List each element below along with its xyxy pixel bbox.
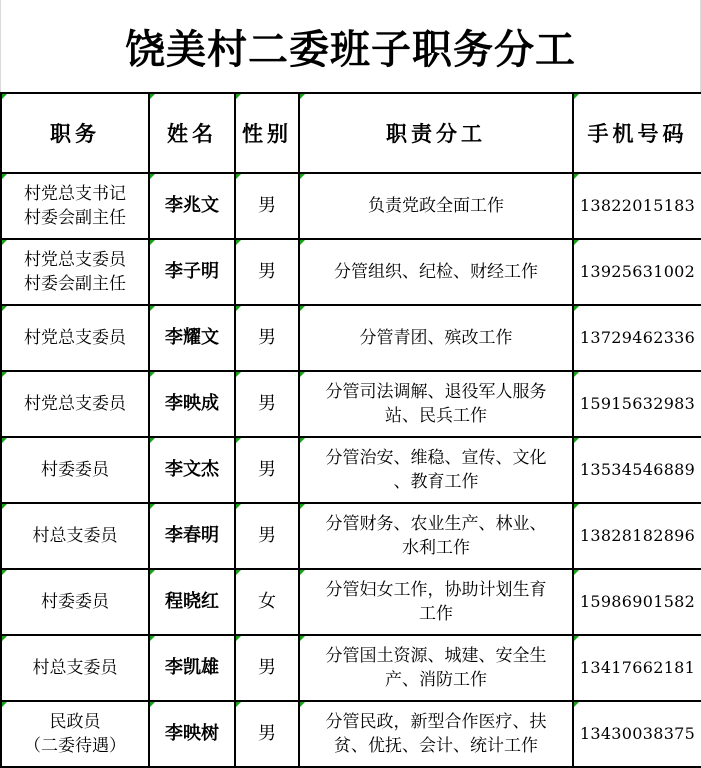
position-cell xyxy=(1,635,149,701)
position-line-1: 村党总支委员 xyxy=(24,394,126,414)
position-cell xyxy=(1,239,149,305)
duties-line-1: 负责党政全面工作 xyxy=(368,196,504,216)
duties-line-2: 产、消防工作 xyxy=(385,670,487,690)
name-cell: 李春明 xyxy=(149,503,235,569)
duties-cell xyxy=(299,503,573,569)
phone-cell: 13925631002 xyxy=(573,239,701,305)
phone-cell: 13828182896 xyxy=(573,503,701,569)
duties-cell xyxy=(299,437,573,503)
gender-cell: 男 xyxy=(235,173,299,239)
duties-line-2: 站、民兵工作 xyxy=(385,406,487,426)
duties-line-1: 分管治安、维稳、宣传、文化 xyxy=(325,448,547,468)
table-row xyxy=(1,635,701,701)
position-line-1: 村总支委员 xyxy=(32,526,118,546)
header-phone: 手机号码 xyxy=(573,93,701,173)
position-line-2: （二委待遇） xyxy=(24,736,126,756)
phone-cell: 15915632983 xyxy=(573,371,701,437)
header-gender: 性别 xyxy=(235,93,299,173)
phone-cell: 13822015183 xyxy=(573,173,701,239)
duty-table xyxy=(0,92,701,768)
name-cell: 李映成 xyxy=(149,371,235,437)
table-row xyxy=(1,305,701,371)
name-cell: 李兆文 xyxy=(149,173,235,239)
duties-cell xyxy=(299,569,573,635)
position-line-1: 村委委员 xyxy=(41,592,109,612)
position-cell xyxy=(1,173,149,239)
position-line-1: 村党总支书记 xyxy=(24,184,126,204)
duties-cell xyxy=(299,635,573,701)
gender-cell: 女 xyxy=(235,569,299,635)
duties-line-1: 分管司法调解、退役军人服务 xyxy=(325,382,547,402)
gender-cell: 男 xyxy=(235,701,299,767)
duties-line-2: 水利工作 xyxy=(402,538,470,558)
duties-line-1: 分管青团、殡改工作 xyxy=(359,328,513,348)
table-row xyxy=(1,503,701,569)
position-line-1: 村党总支委员 xyxy=(24,328,126,348)
gender-cell: 男 xyxy=(235,635,299,701)
table-row xyxy=(1,701,701,767)
duties-line-1: 分管国土资源、城建、安全生 xyxy=(325,646,547,666)
name-cell: 李子明 xyxy=(149,239,235,305)
position-line-2: 村委会副主任 xyxy=(24,274,126,294)
name-cell: 李映树 xyxy=(149,701,235,767)
position-cell xyxy=(1,503,149,569)
name-cell: 李文杰 xyxy=(149,437,235,503)
position-line-1: 村总支委员 xyxy=(32,658,118,678)
table-row xyxy=(1,371,701,437)
position-cell xyxy=(1,371,149,437)
name-cell: 李凯雄 xyxy=(149,635,235,701)
position-cell xyxy=(1,569,149,635)
table-row xyxy=(1,437,701,503)
duties-line-2: 贫、优抚、会计、统计工作 xyxy=(334,736,538,756)
gender-cell: 男 xyxy=(235,305,299,371)
phone-cell: 13534546889 xyxy=(573,437,701,503)
duties-line-1: 分管妇女工作，协助计划生育 xyxy=(325,580,547,600)
duties-line-1: 分管组织、纪检、财经工作 xyxy=(334,262,538,282)
position-line-2: 村委会副主任 xyxy=(24,208,126,228)
gender-cell: 男 xyxy=(235,239,299,305)
duties-line-2: 工作 xyxy=(419,604,453,624)
table-header-row xyxy=(1,93,701,173)
duties-line-1: 分管财务、农业生产、林业、 xyxy=(325,514,547,534)
position-line-1: 村党总支委员 xyxy=(24,250,126,270)
position-line-1: 村委委员 xyxy=(41,460,109,480)
position-cell xyxy=(1,701,149,767)
header-name: 姓名 xyxy=(149,93,235,173)
page-title: 饶美村二委班子职务分工 xyxy=(0,0,701,92)
phone-cell: 13430038375 xyxy=(573,701,701,767)
gender-cell: 男 xyxy=(235,371,299,437)
phone-cell: 13417662181 xyxy=(573,635,701,701)
phone-cell: 15986901582 xyxy=(573,569,701,635)
duties-cell xyxy=(299,173,573,239)
header-duties: 职责分工 xyxy=(299,93,573,173)
phone-cell: 13729462336 xyxy=(573,305,701,371)
table-row xyxy=(1,239,701,305)
gender-cell: 男 xyxy=(235,437,299,503)
position-cell xyxy=(1,437,149,503)
gender-cell: 男 xyxy=(235,503,299,569)
duties-cell xyxy=(299,239,573,305)
position-line-1: 民政员 xyxy=(49,712,101,732)
duties-cell xyxy=(299,305,573,371)
name-cell: 李耀文 xyxy=(149,305,235,371)
duties-line-2: 、教育工作 xyxy=(393,472,479,492)
table-row xyxy=(1,569,701,635)
duties-cell xyxy=(299,371,573,437)
name-cell: 程晓红 xyxy=(149,569,235,635)
duties-line-1: 分管民政，新型合作医疗、扶 xyxy=(325,712,547,732)
position-cell xyxy=(1,305,149,371)
table-row xyxy=(1,173,701,239)
header-position: 职务 xyxy=(1,93,149,173)
duties-cell xyxy=(299,701,573,767)
